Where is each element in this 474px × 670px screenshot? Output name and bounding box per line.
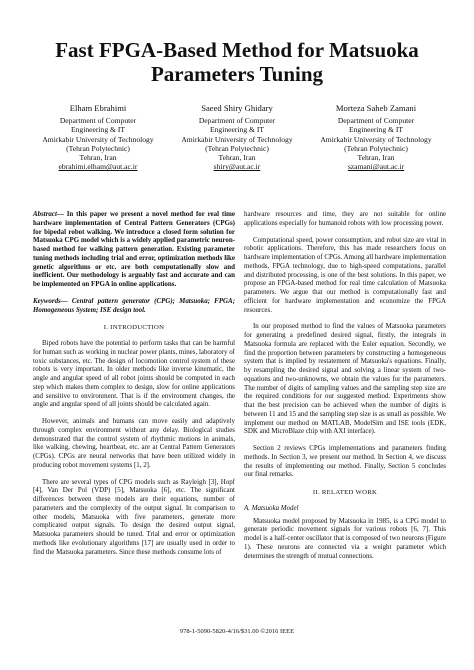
author-2 (169, 102, 305, 172)
paragraph: hardware resources and time, they are not suitable for online applications especially for humanoid robots with low processing power. (244, 210, 446, 227)
author-affiliation: Amirkabir University of Technology (320, 134, 432, 144)
author-affiliation: Department of Computer (337, 116, 415, 125)
paragraph: Section 2 reviews CPGs implementations and parameters finding methods. In Section 3, we present our method. In Section 4, we discuss the results of implementing our method. Finally, Section 5 concludes our final remarks. (244, 444, 446, 479)
author-affiliation: Tehran, Iran (357, 153, 395, 163)
paragraph: In our proposed method to find the values of Matsuoka parameters for generating a predefined desired signal, firstly, the integrals in Matsuoka formula are replaced with the Euler equation. Secondly, we find the proportion between parameters by constructing a homogeneous system that is implied by restatement of Matsuoka's equations. Finally, by resampling the desired signal and solving a linear system of two-equations and two-unknowns, we obtain the values for the parameters. The number of digits of sampling values and the sampling step size are the required conditions for our suggested method. Experiments show that the best precision can be achieved when the number of digits is between 11 and 15 and the sampling step size is as small as possible. We implement our method on MATLAB, ModelSim and ISE tools (EDK, SDK and MicroBlaze chip with AXI interface). (244, 322, 446, 436)
author-affiliation: (Tehran Polytechnic) (205, 143, 269, 153)
keywords (33, 297, 235, 315)
keywords-label: Keywords— (33, 296, 72, 305)
section-heading-related-work: II. RELATED WORK (312, 489, 378, 496)
author-email[interactable]: szamani@aut.ac.ir (347, 162, 405, 172)
paper-title-line-2: Parameters Tuning (150, 62, 324, 86)
paragraph: There are several types of CPG models such as Rayleigh [3], Hopf [4], Van Der Pol (VDP) [5], Matsuoka [6], etc. The significant differences between these models are their equations, number of parameters and the complexity of the output signal. In comparison to other models, Matsuoka with five parameters, generate more complicated output signals. To design the desired output signal, Matsuoka parameters should be tuned. Trial and error or optimization methods like evolutionary algorithms [17] are usually used in order to find the Matsuoka parameters. Since these methods consume lots of (33, 477, 235, 556)
author-3 (308, 102, 444, 172)
author-affiliation: (Tehran Polytechnic) (66, 143, 130, 153)
abstract-text: — In this paper we present a novel method for real time hardware implementation of Central Pattern Generators (CPGs) for bipedal robot walking. We introduce a closed form solution for Matsuoka CPG model which is a widely applied parametric neuron-based method for walking pattern generation. Existing parameter tuning methods including trial and error, optimization methods like genetic algorithms or etc. are both computationally slow and inefficient. Our methodology is arguably fast and accurate and can be implemented on FPGA in online applications. (33, 210, 235, 288)
author-name: Saeed Shiry Ghidary (201, 103, 273, 113)
author-1 (30, 102, 166, 172)
author-affiliation: Department of Computer (198, 116, 276, 125)
subsection-heading: A. Matsuoka Model (244, 503, 299, 512)
right-column (244, 210, 446, 560)
section-heading-introduction: I. INTRODUCTION (103, 324, 165, 332)
abstract-label: Abstract (33, 210, 57, 218)
keywords-text: Central pattern generator (CPG); Matsuoka; FPGA; Homogeneous System; ISE design tool. (33, 296, 235, 314)
author-affiliation: Tehran, Iran (218, 153, 256, 163)
paragraph: Computational speed, power consumption, and robot size are vital in robotic applications. Therefore, this has made researchers focus on hardware implementation of CPGs. Among all hardware implementation methods, FPGA technology, due to high-speed computations, parallel and distributed processing, is one of the best solutions. In this paper, we propose an FPGA-based method for real time calculation of Matsuoka parameters. We argue that our method is computationally fast and efficient for hardware implementation and economize the FPGA resources. (244, 235, 446, 314)
author-affiliation: (Tehran Polytechnic) (344, 143, 408, 153)
paragraph: However, animals and humans can move easily and adaptively through complex environment without any delay. Biological studies demonstrated that the control system of rhythmic motions in animals, like walking, chewing, heartbeat, etc. are at Central Pattern Generators (CPGs). CPGs are neural networks that have been utilized widely in producing robot movement systems [1, 2]. (33, 417, 235, 469)
author-affiliation: Tehran, Iran (79, 153, 117, 163)
author-affiliation: Amirkabir University of Technology (42, 134, 154, 144)
paper-title-line-1: Fast FPGA-Based Method for Matsuoka (55, 38, 419, 62)
left-column (33, 210, 235, 556)
author-email[interactable]: shiry@aut.ac.ir (213, 162, 261, 172)
author-affiliation: Engineering & IT (71, 125, 125, 135)
author-affiliation: Engineering & IT (349, 125, 403, 135)
paragraph: Matsuoka model proposed by Matsuoka in 1985, is a CPG model to generate periodic movement signals for various robots [6, 7]. This model is a half-center oscillator that is composed of two neurons (Figure 1). These neurons are connected via a weight parameter which determines the strength of mutual connections. (244, 516, 446, 560)
author-affiliation: Engineering & IT (210, 125, 264, 135)
abstract (33, 210, 235, 289)
author-affiliation: Amirkabir University of Technology (181, 134, 293, 144)
author-email[interactable]: ebrahimi.elham@aut.ac.ir (58, 162, 138, 172)
copyright-footer: 978-1-5090-5820-4/16/$31.00 ©2016 IEEE (179, 628, 295, 635)
author-name: Elham Ebrahimi (69, 103, 127, 113)
author-name: Morteza Saheb Zamani (335, 103, 417, 113)
paper-title (0, 38, 474, 86)
author-affiliation: Department of Computer (59, 116, 137, 125)
author-block (30, 102, 444, 172)
paragraph: Biped robots have the potential to perform tasks that can be harmful for human such as working in nuclear power plants, mines, laboratory of toxic substances, etc. The design of locomotion control system of these robots is very important. In older methods like inverse kinematic, the angle and angular speed of all robot joints should be computed in each step which makes them complex to design, slow for online applications and sensitive to environment. That is if the environment changes, the angle and angular speed of all joints should be calculated again. (33, 339, 235, 409)
